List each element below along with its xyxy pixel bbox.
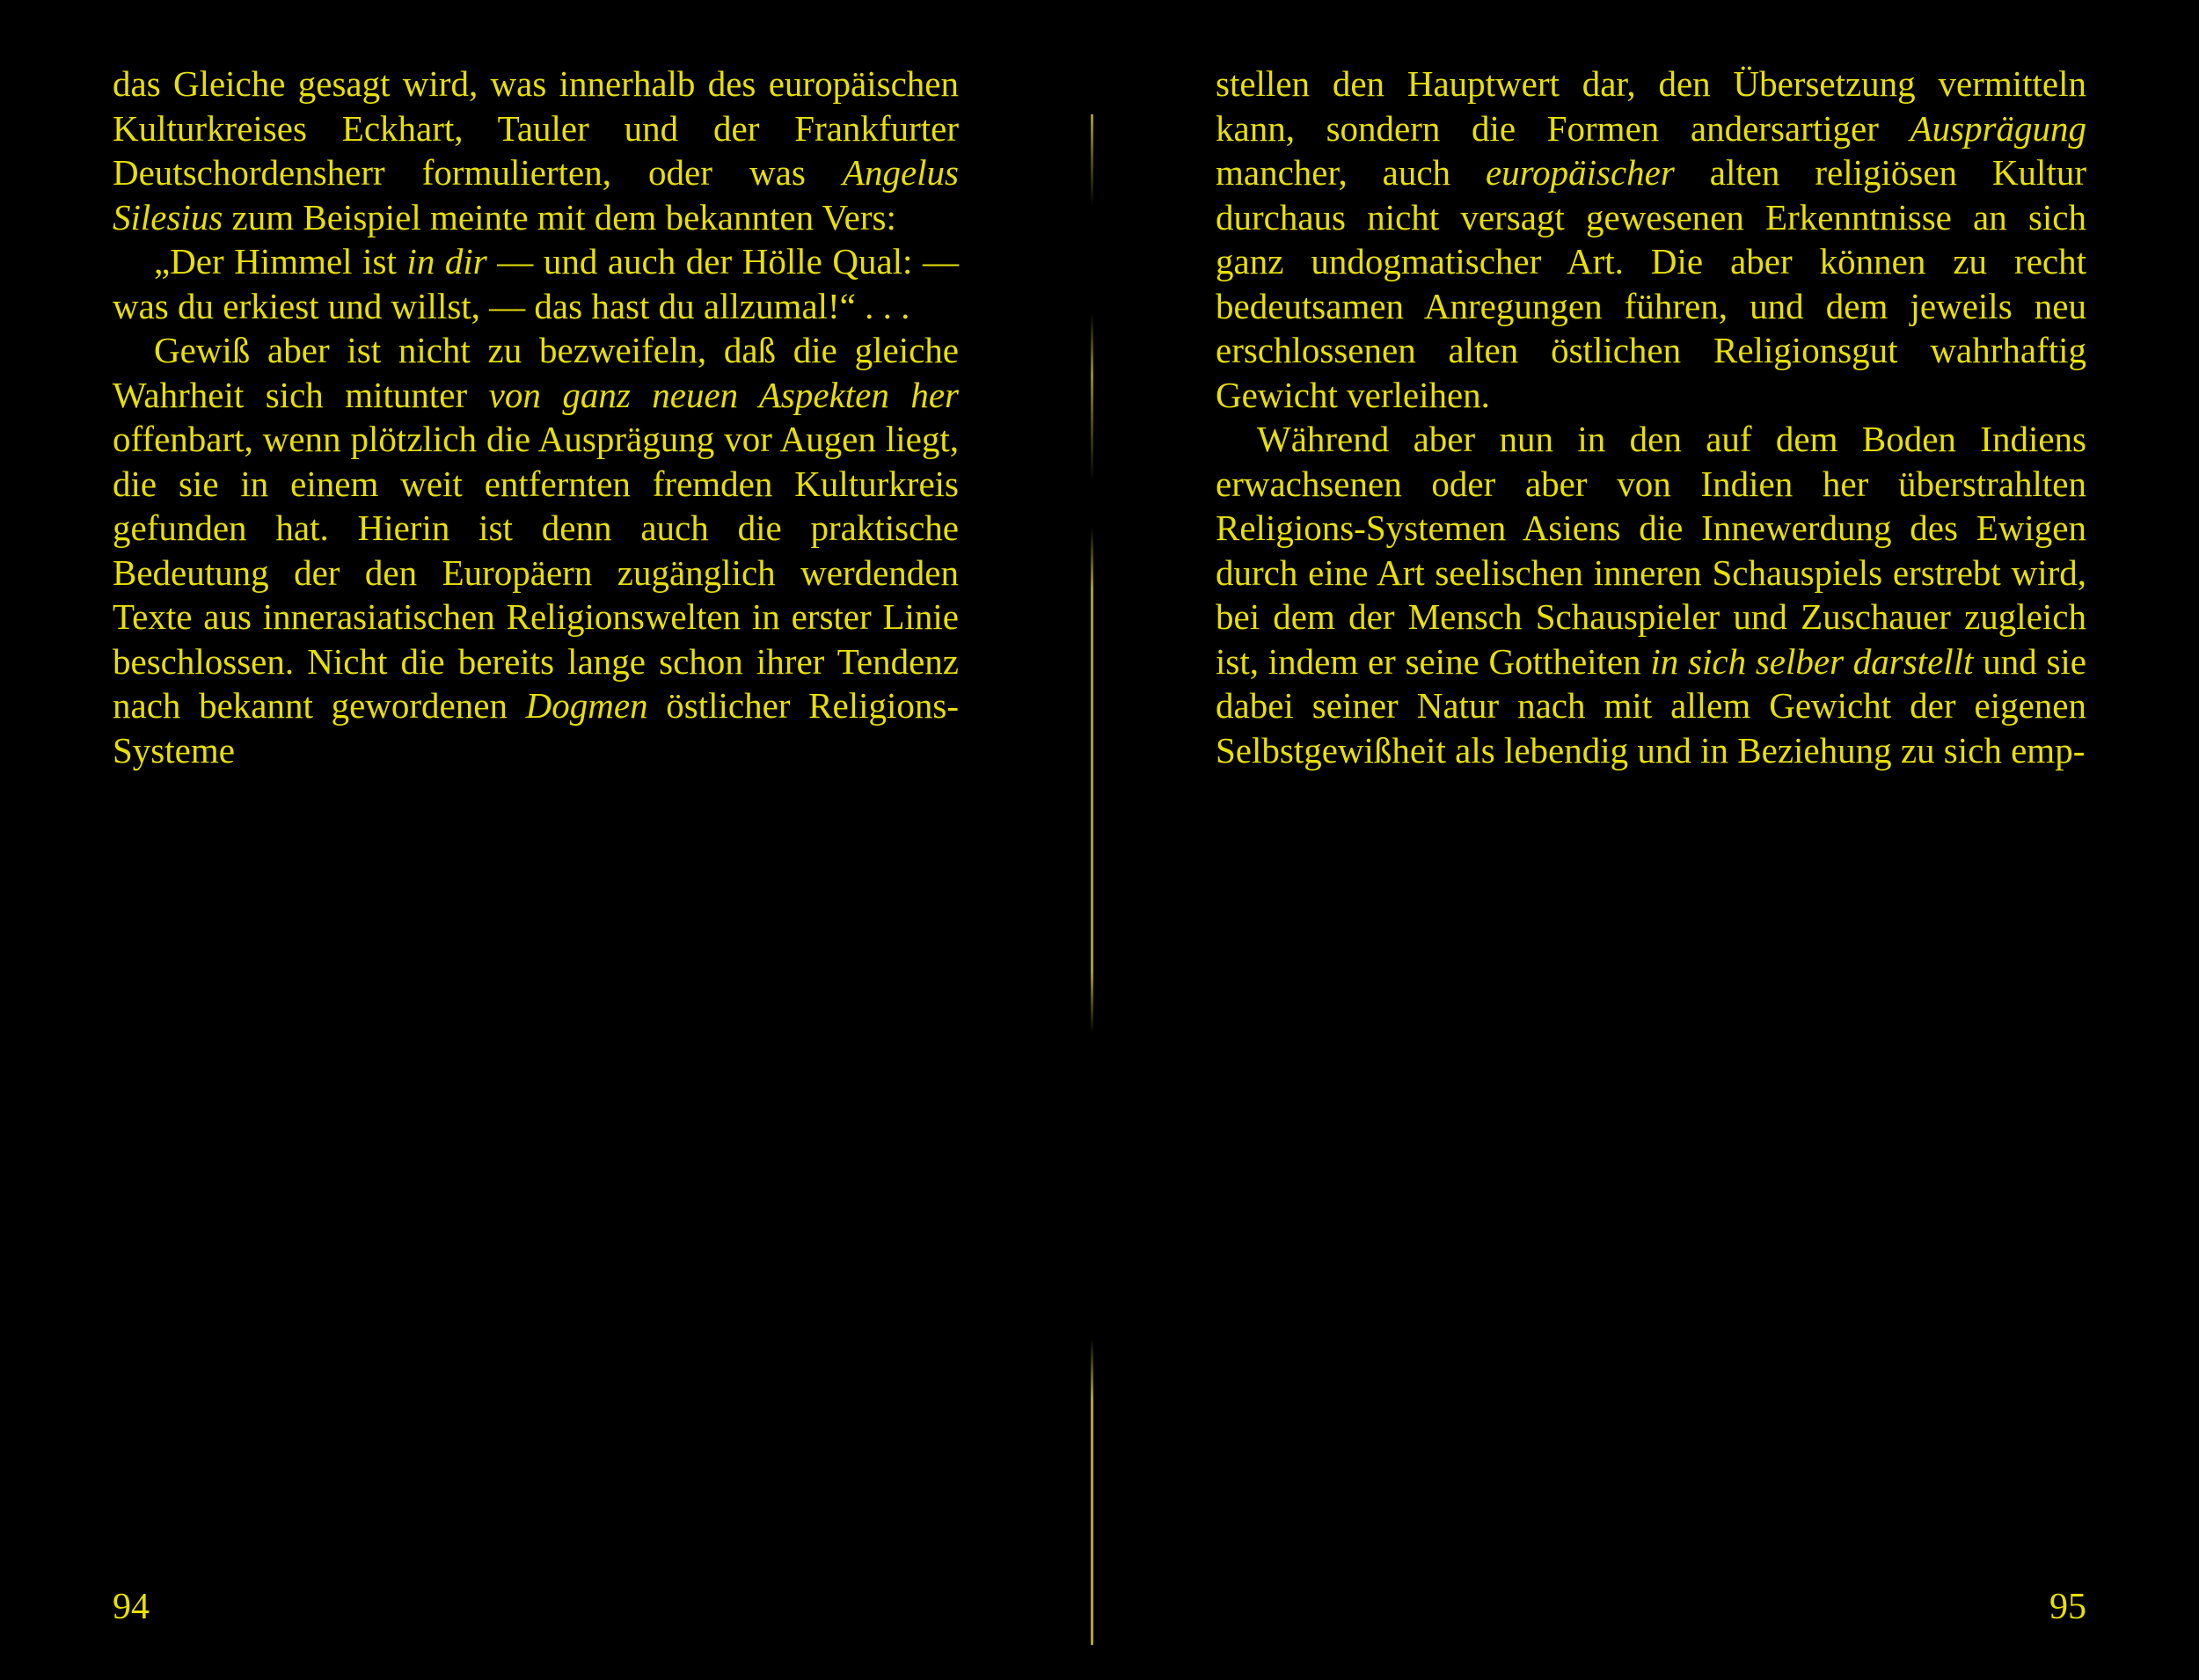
emphasis-text: Dogmen	[525, 685, 648, 726]
body-text-run: mancher, auch	[1216, 152, 1486, 193]
book-gutter-line	[1091, 114, 1093, 1645]
left-page-text-column	[113, 62, 959, 772]
paragraph	[113, 62, 959, 239]
body-text-run: — und auch der Hölle Qual: — was du erkiest und willst, — das hast du allzumal!“ . . .	[113, 241, 959, 326]
emphasis-text: in sich selber darstellt	[1650, 640, 1974, 682]
emphasis-text: europäischer	[1485, 152, 1675, 193]
body-text-run: zum Beispiel meinte mit dem bekannten Vers:	[223, 196, 896, 237]
paragraph	[1216, 417, 2086, 772]
body-text-run: „Der Himmel ist	[154, 241, 407, 281]
body-text-run: Während aber nun in den auf dem Boden Indiens erwachsenen oder aber von Indien her überstrahlten Religions-Systemen Asiens die Innewerdung des Ewigen durch eine Art seelischen inneren Schauspiels erstrebt wird, bei dem der Mensch Schauspieler und Zuschauer zugleich ist, indem er seine Gottheiten	[1216, 419, 2086, 682]
body-text-run: und sie dabei seiner Natur nach mit allem Gewicht der eigenen Selbstgewißheit als lebendig und in Beziehung zu sich emp-	[1216, 640, 2086, 771]
emphasis-text: Ausprägung	[1910, 107, 2086, 149]
body-text-run: östlicher Religions-Systeme	[113, 685, 959, 771]
body-text-run: alten religiösen Kultur durchaus nicht versagt gewesenen Erkenntnisse an sich ganz undogmatischer Art. Die aber können zu recht bedeutsamen Anregungen führen, und dem jeweils neu erschlossenen alten östlichen Religionsgut wahrhaftig Gewicht verleihen.	[1216, 152, 2086, 415]
paragraph	[113, 239, 959, 328]
body-text-run: Gewiß aber ist nicht zu bezweifeln, daß die gleiche Wahrheit sich mitunter	[113, 330, 959, 415]
page-right	[1100, 0, 2199, 1680]
body-text-run: das Gleiche gesagt wird, was innerhalb des europäischen Kulturkreises Eckhart, Tauler und der Frankfurter Deutschordensherr formulierten, oder was	[113, 63, 959, 193]
paragraph	[113, 328, 959, 772]
body-text-run: stellen den Hauptwert dar, den Übersetzung vermitteln kann, sondern die Formen andersartiger	[1216, 63, 2086, 149]
paragraph	[1216, 62, 2086, 417]
emphasis-text: Angelus Silesius	[113, 152, 959, 237]
emphasis-text: in dir	[406, 241, 487, 281]
right-page-text-column	[1216, 62, 2086, 772]
page-number-left: 94	[113, 1587, 150, 1627]
page-number-right: 95	[2049, 1587, 2086, 1627]
body-text-run: offenbart, wenn plötzlich die Ausprägung vor Augen liegt, die sie in einem weit entfernten fremden Kulturkreis gefunden hat. Hierin ist denn auch die praktische Bedeutung der den Europäern zugänglich werdenden Texte aus innerasiatischen Religionswelten in erster Linie beschlossen. Nicht die bereits lange schon ihrer Tendenz nach bekannt gewordenen	[113, 419, 959, 726]
emphasis-text: von ganz neuen Aspekten her	[488, 374, 959, 415]
